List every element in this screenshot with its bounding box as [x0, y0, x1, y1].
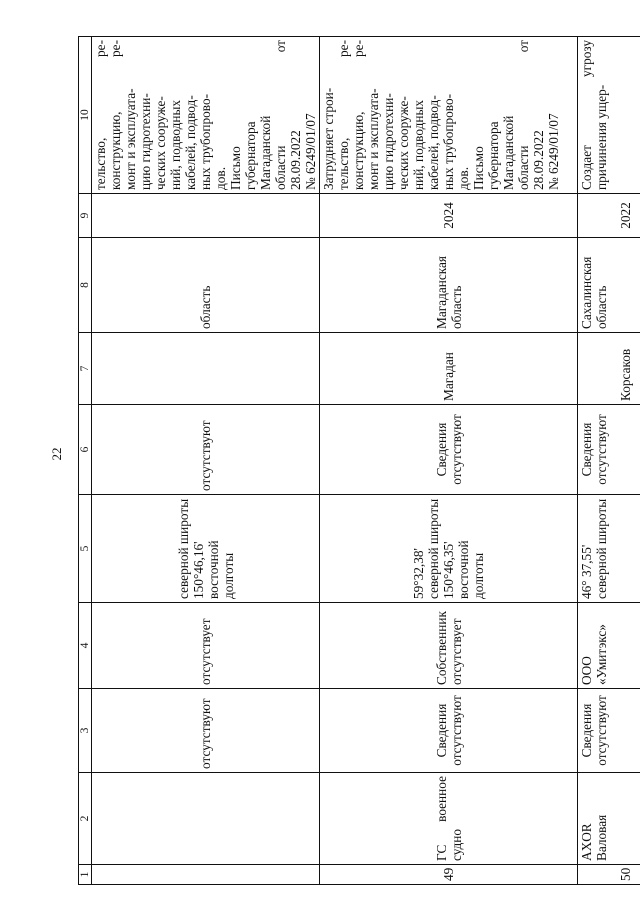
note-line: причинения ущер- — [594, 84, 609, 190]
cont-owner-cell — [92, 603, 320, 689]
cont-coords-cell — [92, 495, 320, 603]
year-cell — [578, 194, 640, 238]
note-line: Письмо — [228, 146, 243, 190]
cont-coords-line: долготы — [220, 552, 236, 599]
vessel-name-line: AXOR — [579, 823, 594, 861]
cont-note-cell — [92, 37, 320, 194]
coordinates-line: северной широты — [426, 498, 441, 599]
info-line: Сведения — [433, 422, 449, 477]
note-line: конструкцию, ре- — [108, 40, 123, 190]
info-cell — [578, 405, 640, 495]
note-cell — [320, 37, 578, 194]
row-number: 50 — [578, 865, 640, 885]
vessel-name-line: судно — [448, 828, 464, 861]
note-line: губернатора — [243, 121, 258, 190]
note-line: ний, подводных — [168, 99, 183, 190]
note-line: ческих сооруже- — [153, 96, 168, 190]
note-line: Магаданской — [258, 115, 273, 190]
vessel-name-line: ГС военное — [433, 776, 449, 861]
coordinates-cell — [578, 495, 640, 603]
note-line: губернатора — [486, 121, 501, 190]
note-line: области от — [273, 40, 288, 190]
col-header-7: 7 — [79, 333, 92, 405]
region-cell — [320, 238, 578, 333]
note-line: цию гидротехни- — [381, 93, 396, 190]
registry-table — [78, 36, 640, 885]
info-line: отсутствуют — [594, 414, 609, 485]
col-header-3: 3 — [79, 689, 92, 773]
note-line: Создает угрозу — [579, 40, 594, 190]
cont-name-cell — [92, 773, 320, 865]
coordinates-line: 150°46,35' — [441, 541, 456, 599]
coordinates-cell — [320, 495, 578, 603]
cont-num-cell — [92, 865, 320, 885]
coordinates-line: северной широты — [594, 498, 609, 599]
region-line: Магаданская — [433, 255, 449, 329]
row-number: 49 — [320, 865, 578, 885]
note-line: ческих сооруже- — [396, 96, 411, 190]
note-line: ных трубопрово- — [441, 93, 456, 190]
note-line: кабелей, подвод- — [426, 95, 441, 190]
coordinates-line: 46° 37,55' — [579, 544, 594, 599]
note-line: монт и эксплуата- — [366, 88, 381, 190]
cont-port-cell — [92, 333, 320, 405]
region-line: область — [594, 285, 609, 329]
col-header-6: 6 — [79, 405, 92, 495]
coordinates-line: восточной — [456, 540, 471, 599]
owner-info-line: Сведения — [579, 703, 594, 758]
col-header-8: 8 — [79, 238, 92, 333]
region-line: Сахалинская — [579, 256, 594, 329]
note-line: Магаданской — [501, 115, 516, 190]
note-cell — [578, 37, 640, 194]
year-value: 2024 — [441, 202, 456, 229]
year-cell — [320, 194, 578, 238]
cont-owner-info: отсутствуют — [198, 698, 213, 769]
coordinates-line: 59°32,38' — [411, 548, 426, 599]
vessel-name-cell — [578, 773, 640, 865]
note-line: Письмо — [471, 146, 486, 190]
col-header-1: 1 — [79, 865, 92, 885]
col-header-5: 5 — [79, 495, 92, 603]
cont-owner-info-cell — [92, 689, 320, 773]
note-line: № 6249/01/07 — [303, 113, 318, 190]
note-line: 28.09.2022 — [531, 130, 546, 190]
owner-line: Собственник — [433, 611, 449, 685]
cont-info-cell — [92, 405, 320, 495]
note-line: дов. — [213, 166, 228, 190]
owner-info-cell — [320, 689, 578, 773]
owner-line: ООО — [579, 656, 594, 685]
note-line: № 6249/01/07 — [546, 113, 561, 190]
note-line: монт и эксплуата- — [123, 88, 138, 190]
col-header-10: 10 — [79, 37, 92, 194]
cont-coords-line: северной широты — [175, 498, 191, 599]
note-line: ных трубопрово- — [198, 93, 213, 190]
cont-info: отсутствуют — [198, 420, 213, 491]
owner-info-line: отсутствуют — [594, 695, 609, 766]
vessel-name-cell — [320, 773, 578, 865]
region-cell — [578, 238, 640, 333]
port-cell — [578, 333, 640, 405]
year-value: 2022 — [618, 202, 633, 229]
table-row-50 — [578, 37, 640, 885]
cont-year-cell — [92, 194, 320, 238]
info-line: отсутствуют — [448, 414, 464, 485]
owner-line: «Умитэкс» — [594, 624, 609, 685]
col-header-2: 2 — [79, 773, 92, 865]
rotated-table-sheet — [78, 37, 633, 885]
vessel-name-line: Валовая — [594, 814, 609, 861]
page-number: 22 — [49, 447, 64, 461]
cont-owner: отсутствует — [198, 618, 213, 685]
info-cell — [320, 405, 578, 495]
note-line: 28.09.2022 — [288, 130, 303, 190]
note-line: ний, подводных — [411, 99, 426, 190]
col-header-9: 9 — [79, 194, 92, 238]
note-line: цию гидротехни- — [138, 93, 153, 190]
port-name: Корсаков — [618, 348, 633, 401]
region-line: область — [448, 285, 464, 329]
note-line: Затрудняет строи- — [321, 87, 336, 190]
port-name: Магадан — [441, 352, 456, 401]
table-row-49 — [320, 37, 578, 885]
owner-info-cell — [578, 689, 640, 773]
owner-info-line: отсутствуют — [448, 695, 464, 766]
owner-cell — [320, 603, 578, 689]
note-line: кабелей, подвод- — [183, 95, 198, 190]
cont-coords-line: восточной — [205, 540, 221, 599]
coordinates-line: долготы — [471, 552, 486, 599]
owner-info-line: Сведения — [433, 703, 449, 758]
cont-region-cell — [92, 238, 320, 333]
column-number-row — [79, 37, 92, 885]
owner-line: отсутствует — [448, 618, 464, 685]
note-line: тельство, ре- — [93, 40, 108, 190]
owner-cell — [578, 603, 640, 689]
note-line: тельство, ре- — [336, 40, 351, 190]
note-line: дов. — [456, 166, 471, 190]
info-line: Сведения — [579, 422, 594, 477]
port-cell — [320, 333, 578, 405]
note-line: конструкцию, ре- — [351, 40, 366, 190]
col-header-4: 4 — [79, 603, 92, 689]
cont-region: область — [198, 285, 213, 329]
continuation-row — [92, 37, 320, 885]
cont-coords-line: 150°46,16' — [190, 541, 206, 599]
note-line: области от — [516, 40, 531, 190]
